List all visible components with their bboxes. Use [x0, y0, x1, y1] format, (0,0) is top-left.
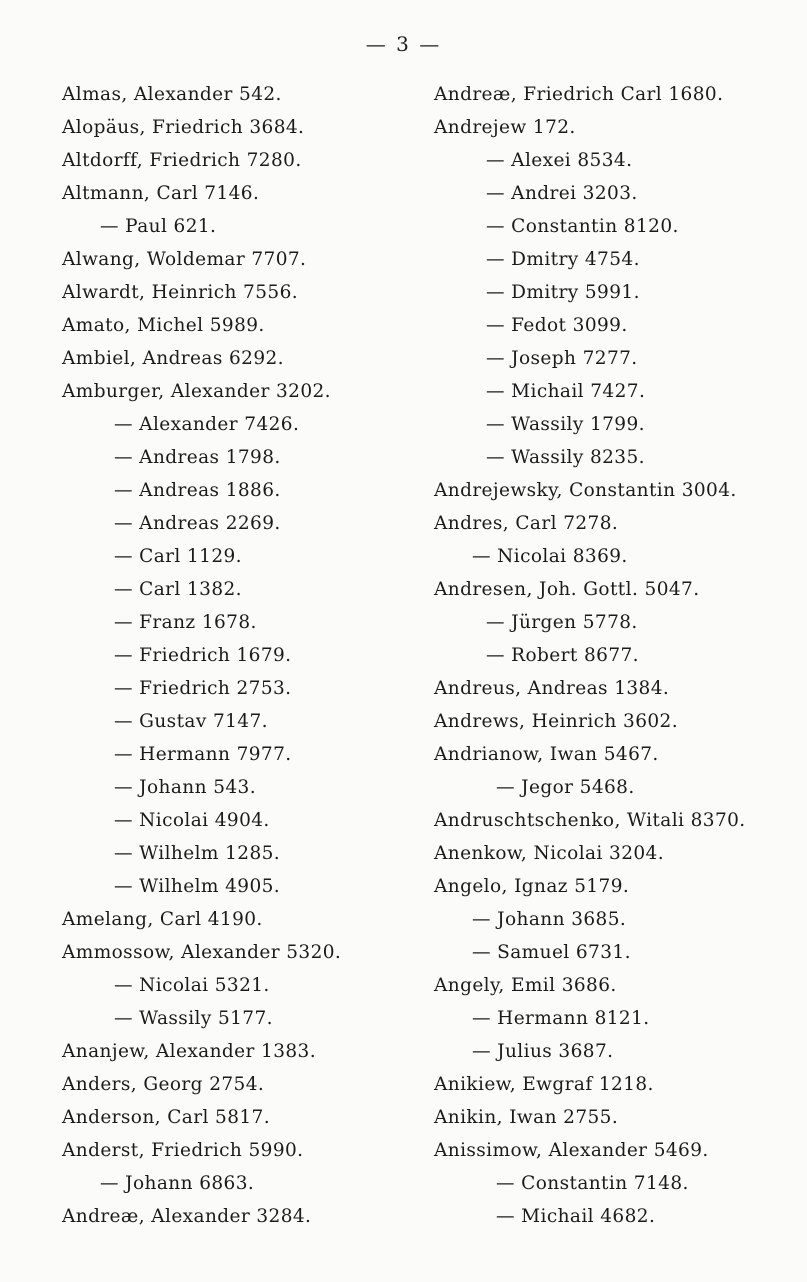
- register-entry: — Robert 8677.: [486, 645, 639, 666]
- register-entry: Andresen, Joh. Gottl. 5047.: [434, 579, 700, 600]
- register-entry: — Jegor 5468.: [496, 777, 635, 798]
- register-entry: — Michail 4682.: [496, 1206, 656, 1227]
- register-entry: — Alexander 7426.: [114, 414, 300, 435]
- register-entry: Amelang, Carl 4190.: [62, 909, 263, 930]
- register-entry: — Wilhelm 1285.: [114, 843, 281, 864]
- register-entry: Andrejew 172.: [434, 117, 576, 138]
- register-entry: — Friedrich 1679.: [114, 645, 292, 666]
- register-entry: Andres, Carl 7278.: [434, 513, 619, 534]
- register-entry: Amato, Michel 5989.: [62, 315, 265, 336]
- register-entry: Anissimow, Alexander 5469.: [434, 1140, 709, 1161]
- register-entry: — Johann 3685.: [472, 909, 627, 930]
- register-entry: Ananjew, Alexander 1383.: [62, 1041, 316, 1062]
- register-entry: — Carl 1382.: [114, 579, 242, 600]
- register-entry: — Franz 1678.: [114, 612, 257, 633]
- register-entry: — Andreas 1886.: [114, 480, 281, 501]
- register-entry: Andreæ, Friedrich Carl 1680.: [434, 84, 724, 105]
- register-entry: — Nicolai 5321.: [114, 975, 270, 996]
- register-entry: Anikin, Iwan 2755.: [434, 1107, 619, 1128]
- register-entry: — Carl 1129.: [114, 546, 242, 567]
- register-entry: — Jürgen 5778.: [486, 612, 638, 633]
- register-entry: — Wilhelm 4905.: [114, 876, 281, 897]
- register-entry: — Fedot 3099.: [486, 315, 628, 336]
- register-entry: — Constantin 7148.: [496, 1173, 689, 1194]
- register-entry: — Hermann 7977.: [114, 744, 292, 765]
- page-number: — 3 —: [365, 32, 442, 56]
- register-entry: Anderson, Carl 5817.: [62, 1107, 271, 1128]
- register-entry: Ammossow, Alexander 5320.: [62, 942, 342, 963]
- register-entry: Andrianow, Iwan 5467.: [434, 744, 659, 765]
- register-entry: — Paul 621.: [100, 216, 217, 237]
- register-entry: — Michail 7427.: [486, 381, 646, 402]
- register-entry: — Johann 6863.: [100, 1173, 255, 1194]
- register-entry: Almas, Alexander 542.: [62, 84, 282, 105]
- register-entry: Andruschtschenko, Witali 8370.: [434, 810, 746, 831]
- register-entry: — Alexei 8534.: [486, 150, 633, 171]
- register-entry: Andrews, Heinrich 3602.: [434, 711, 678, 732]
- register-entry: Andreus, Andreas 1384.: [434, 678, 670, 699]
- register-entry: Anderst, Friedrich 5990.: [62, 1140, 304, 1161]
- register-entry: — Joseph 7277.: [486, 348, 638, 369]
- register-entry: — Andreas 2269.: [114, 513, 281, 534]
- register-entry: — Friedrich 2753.: [114, 678, 292, 699]
- register-entry: Andrejewsky, Constantin 3004.: [434, 480, 737, 501]
- register-entry: Anenkow, Nicolai 3204.: [434, 843, 664, 864]
- register-entry: Anikiew, Ewgraf 1218.: [434, 1074, 654, 1095]
- register-entry: Anders, Georg 2754.: [62, 1074, 265, 1095]
- register-entry: — Johann 543.: [114, 777, 256, 798]
- register-entry: Angelo, Ignaz 5179.: [434, 876, 630, 897]
- register-entry: — Nicolai 8369.: [472, 546, 628, 567]
- register-entry: — Hermann 8121.: [472, 1008, 650, 1029]
- register-entry: — Dmitry 4754.: [486, 249, 640, 270]
- register-entry: Ambiel, Andreas 6292.: [62, 348, 284, 369]
- register-entry: — Wassily 8235.: [486, 447, 645, 468]
- register-entry: — Wassily 5177.: [114, 1008, 273, 1029]
- register-entry: — Gustav 7147.: [114, 711, 268, 732]
- register-entry: — Wassily 1799.: [486, 414, 645, 435]
- register-entry: — Nicolai 4904.: [114, 810, 270, 831]
- register-entry: Alwang, Woldemar 7707.: [62, 249, 307, 270]
- register-entry: — Dmitry 5991.: [486, 282, 640, 303]
- right-column: [434, 78, 802, 1233]
- register-entry: — Andreas 1798.: [114, 447, 281, 468]
- left-column: [62, 78, 422, 1233]
- register-entry: — Samuel 6731.: [472, 942, 631, 963]
- register-entry: Alopäus, Friedrich 3684.: [62, 117, 305, 138]
- register-entry: Andreæ, Alexander 3284.: [62, 1206, 312, 1227]
- register-entry: — Andrei 3203.: [486, 183, 638, 204]
- register-entry: Angely, Emil 3686.: [434, 975, 617, 996]
- register-entry: Altdorff, Friedrich 7280.: [62, 150, 302, 171]
- register-entry: — Constantin 8120.: [486, 216, 679, 237]
- register-entry: — Julius 3687.: [472, 1041, 614, 1062]
- register-entry: Amburger, Alexander 3202.: [62, 381, 331, 402]
- register-entry: Altmann, Carl 7146.: [62, 183, 260, 204]
- register-entry: Alwardt, Heinrich 7556.: [62, 282, 299, 303]
